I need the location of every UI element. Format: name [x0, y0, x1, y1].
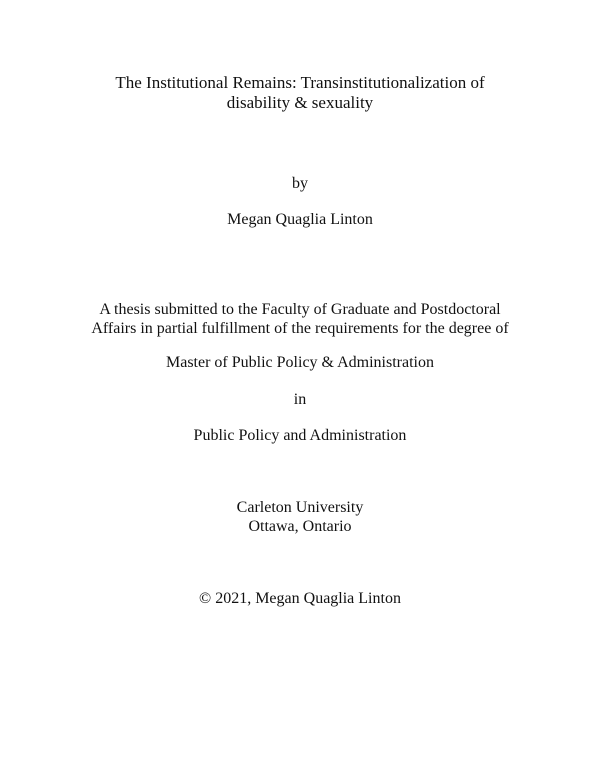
thesis-title-line-1: The Institutional Remains: Transinstitutionalization of — [115, 73, 485, 92]
program-name: Public Policy and Administration — [193, 427, 407, 444]
thesis-statement — [0, 300, 600, 338]
in-label: in — [293, 391, 307, 408]
thesis-statement-line-2: Affairs in partial fulfillment of the requirements for the degree of — [91, 320, 509, 337]
by-label: by — [292, 175, 308, 192]
copyright-notice: © 2021, Megan Quaglia Linton — [199, 590, 401, 607]
thesis-title — [0, 73, 600, 113]
thesis-statement-line-1: A thesis submitted to the Faculty of Graduate and Postdoctoral — [99, 301, 501, 318]
institution — [0, 498, 600, 536]
university-name: Carleton University — [236, 499, 364, 516]
thesis-title-line-2: disability & sexuality — [226, 93, 374, 112]
author-name: Megan Quaglia Linton — [227, 211, 373, 228]
university-location: Ottawa, Ontario — [248, 518, 352, 535]
degree-name: Master of Public Policy & Administration — [166, 354, 434, 371]
